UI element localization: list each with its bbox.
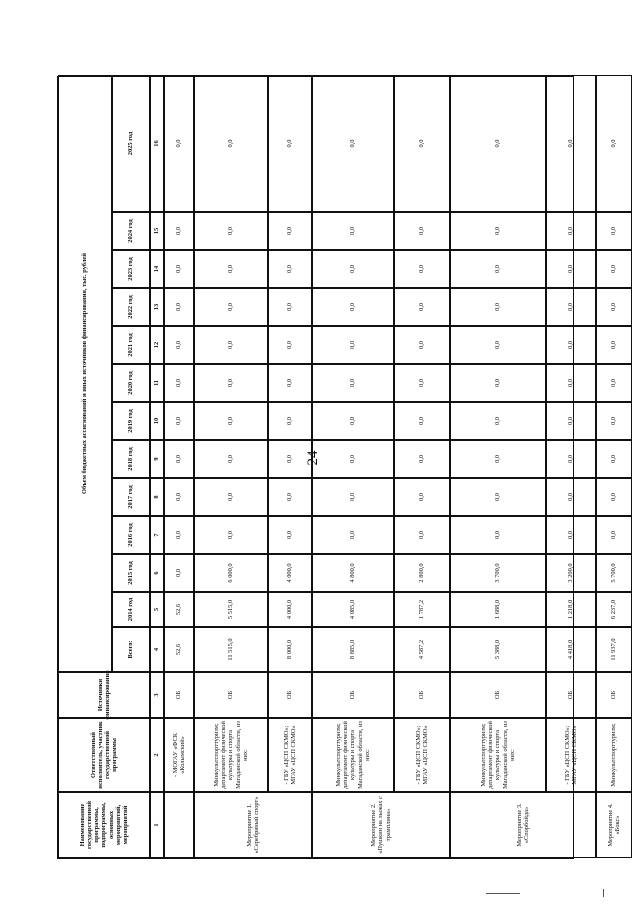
column-number: 11 bbox=[150, 364, 164, 402]
header-year: 2015 год bbox=[112, 554, 150, 592]
year-value-cell: 0,0 bbox=[394, 212, 450, 250]
year-value-cell: 0,0 bbox=[596, 402, 632, 440]
year-value-cell: 0,0 bbox=[450, 440, 546, 478]
executor-cell: - ГБУ «ЦСП СКМО»; МГАУ «ЦСП СКМО» bbox=[546, 718, 596, 792]
column-number: 9 bbox=[150, 440, 164, 478]
header-source: Источники финансирования bbox=[58, 672, 150, 718]
year-value-cell: 0,0 bbox=[164, 212, 194, 250]
year-value-cell: 0,0 bbox=[312, 250, 394, 288]
year-value-cell: 0,0 bbox=[394, 516, 450, 554]
year-value-cell: 0,0 bbox=[268, 250, 312, 288]
total-cell: 8 885,0 bbox=[312, 627, 394, 672]
year-value-cell: 0,0 bbox=[194, 250, 268, 288]
column-number: 14 bbox=[150, 250, 164, 288]
year-value-cell: 0,0 bbox=[194, 478, 268, 516]
source-cell: ОБ bbox=[194, 672, 268, 718]
year-value-cell: 0,0 bbox=[164, 478, 194, 516]
source-cell: ОБ bbox=[312, 672, 394, 718]
year-value-cell: 0,0 bbox=[546, 326, 596, 364]
year-value-cell: 0,0 bbox=[312, 402, 394, 440]
header-year: 2020 год bbox=[112, 364, 150, 402]
year-value-cell: 0,0 bbox=[312, 440, 394, 478]
column-number: 10 bbox=[150, 402, 164, 440]
header-year: 2023 год bbox=[112, 250, 150, 288]
header-year: 2016 год bbox=[112, 516, 150, 554]
year-value-cell: 0,0 bbox=[312, 212, 394, 250]
column-number: 2 bbox=[150, 718, 164, 792]
column-number: 6 bbox=[150, 554, 164, 592]
source-cell: ОБ bbox=[164, 672, 194, 718]
year-value-cell: 0,0 bbox=[312, 516, 394, 554]
executor-cell: Минкультспорттуризм; департамент физической культуры и спорта Магаданской области, из них: bbox=[450, 718, 546, 792]
year-value-cell: 0,0 bbox=[596, 440, 632, 478]
year-value-cell: 1 218,0 bbox=[546, 592, 596, 627]
header-total: Всего: bbox=[112, 627, 150, 672]
header-executor: Ответственный исполнитель, участник государственной программы bbox=[58, 718, 150, 792]
year-value-cell: 0,0 bbox=[164, 75, 194, 212]
year-value-cell: 0,0 bbox=[268, 364, 312, 402]
year-value-cell: 0,0 bbox=[164, 402, 194, 440]
header-year: 2022 год bbox=[112, 288, 150, 326]
column-number: 7 bbox=[150, 516, 164, 554]
year-value-cell: 0,0 bbox=[546, 212, 596, 250]
program-name-cell: Мероприятие 3. «Спорбойда» bbox=[450, 792, 596, 858]
year-value-cell: 0,0 bbox=[394, 440, 450, 478]
year-value-cell: 0,0 bbox=[394, 364, 450, 402]
year-value-cell: 0,0 bbox=[268, 75, 312, 212]
column-number: 4 bbox=[150, 627, 164, 672]
year-value-cell: 0,0 bbox=[164, 326, 194, 364]
year-value-cell: 0,0 bbox=[394, 478, 450, 516]
year-value-cell: 0,0 bbox=[268, 516, 312, 554]
year-value-cell: 0,0 bbox=[450, 250, 546, 288]
source-cell: ОБ bbox=[546, 672, 596, 718]
year-value-cell: 0,0 bbox=[596, 212, 632, 250]
header-year: 2018 год bbox=[112, 440, 150, 478]
program-name-cell: Мероприятие 2. «Пушкин на лыжах с трамплина» bbox=[312, 792, 450, 858]
year-value-cell: 0,0 bbox=[194, 288, 268, 326]
year-value-cell: 4 085,0 bbox=[312, 592, 394, 627]
total-cell: 4 418,0 bbox=[546, 627, 596, 672]
year-value-cell: 0,0 bbox=[194, 326, 268, 364]
executor-cell: - ГБУ «ЦСП СКМО»; МГАУ «ЦСП СКМО» bbox=[394, 718, 450, 792]
year-value-cell: 0,0 bbox=[450, 478, 546, 516]
year-value-cell: 0,0 bbox=[312, 288, 394, 326]
year-value-cell: 4 800,0 bbox=[312, 554, 394, 592]
scan-mark bbox=[603, 889, 604, 897]
year-value-cell: 0,0 bbox=[546, 516, 596, 554]
header-program-name: Наименование государственной программы, подпрограммы, основных мероприятий, мероприятий bbox=[58, 792, 150, 858]
source-cell: ОБ bbox=[596, 672, 632, 718]
header-funding: Объем бюджетных ассигнований и иных источников финансирования, тыс. рублей bbox=[58, 75, 112, 672]
year-value-cell: 0,0 bbox=[194, 440, 268, 478]
year-value-cell: 0,0 bbox=[164, 516, 194, 554]
year-value-cell: 0,0 bbox=[194, 516, 268, 554]
year-value-cell: 0,0 bbox=[546, 402, 596, 440]
column-number: 15 bbox=[150, 212, 164, 250]
header-year: 2017 год bbox=[112, 478, 150, 516]
year-value-cell: 0,0 bbox=[312, 326, 394, 364]
year-value-cell: 0,0 bbox=[194, 212, 268, 250]
column-number: 1 bbox=[150, 792, 164, 858]
column-number: 12 bbox=[150, 326, 164, 364]
year-value-cell: 0,0 bbox=[450, 288, 546, 326]
column-number: 13 bbox=[150, 288, 164, 326]
year-value-cell: 0,0 bbox=[194, 364, 268, 402]
year-value-cell: 0,0 bbox=[394, 75, 450, 212]
program-name-cell bbox=[164, 792, 194, 858]
year-value-cell: 4 000,0 bbox=[268, 592, 312, 627]
header-year: 2019 год bbox=[112, 402, 150, 440]
year-value-cell: 0,0 bbox=[312, 478, 394, 516]
year-value-cell: 0,0 bbox=[546, 288, 596, 326]
program-name-cell: Мероприятие 1. «Серебряный спорт» bbox=[194, 792, 312, 858]
year-value-cell: 0,0 bbox=[394, 288, 450, 326]
year-value-cell: 0,0 bbox=[268, 440, 312, 478]
year-value-cell: 0,0 bbox=[596, 364, 632, 402]
year-value-cell: 1 688,0 bbox=[450, 592, 546, 627]
executor-cell: - ГБУ «ЦСП СКМО»; МГАУ «ЦСП СКМО» bbox=[268, 718, 312, 792]
year-value-cell: 6 237,0 bbox=[596, 592, 632, 627]
year-value-cell: 0,0 bbox=[268, 402, 312, 440]
header-year: 2025 год bbox=[112, 75, 150, 212]
column-number: 5 bbox=[150, 592, 164, 627]
funding-table bbox=[57, 76, 621, 859]
year-value-cell: 0,0 bbox=[394, 326, 450, 364]
total-cell: 8 000,0 bbox=[268, 627, 312, 672]
year-value-cell: 52,6 bbox=[164, 592, 194, 627]
year-value-cell: 0,0 bbox=[546, 75, 596, 212]
year-value-cell: 0,0 bbox=[596, 250, 632, 288]
scan-mark bbox=[486, 893, 520, 894]
source-cell: ОБ bbox=[450, 672, 546, 718]
year-value-cell: 0,0 bbox=[546, 364, 596, 402]
year-value-cell: 0,0 bbox=[312, 75, 394, 212]
year-value-cell: 0,0 bbox=[164, 250, 194, 288]
year-value-cell: 0,0 bbox=[450, 402, 546, 440]
source-cell: ОБ bbox=[394, 672, 450, 718]
executor-cell: Минкультспорттуризм; bbox=[596, 718, 632, 792]
year-value-cell: 5 700,0 bbox=[596, 554, 632, 592]
total-cell: 4 587,2 bbox=[394, 627, 450, 672]
header-year: 2014 год bbox=[112, 592, 150, 627]
column-number: 3 bbox=[150, 672, 164, 718]
total-cell: 52,6 bbox=[164, 627, 194, 672]
year-value-cell: 0,0 bbox=[394, 250, 450, 288]
year-value-cell: 0,0 bbox=[164, 440, 194, 478]
total-cell: 11 515,0 bbox=[194, 627, 268, 672]
page-number: 24 bbox=[305, 450, 321, 466]
total-cell: 5 388,0 bbox=[450, 627, 546, 672]
year-value-cell: 0,0 bbox=[450, 212, 546, 250]
year-value-cell: 0,0 bbox=[450, 75, 546, 212]
year-value-cell: 0,0 bbox=[164, 554, 194, 592]
year-value-cell: 3 700,0 bbox=[450, 554, 546, 592]
program-name-cell: Мероприятие 4. «Бокс» bbox=[596, 792, 632, 858]
year-value-cell: 0,0 bbox=[596, 326, 632, 364]
year-value-cell: 0,0 bbox=[194, 75, 268, 212]
year-value-cell: 6 000,0 bbox=[194, 554, 268, 592]
year-value-cell: 0,0 bbox=[268, 478, 312, 516]
year-value-cell: 3 200,0 bbox=[546, 554, 596, 592]
year-value-cell: 0,0 bbox=[450, 326, 546, 364]
year-value-cell: 0,0 bbox=[268, 326, 312, 364]
year-value-cell: 0,0 bbox=[596, 478, 632, 516]
year-value-cell: 0,0 bbox=[394, 402, 450, 440]
year-value-cell: 2 800,0 bbox=[394, 554, 450, 592]
year-value-cell: 5 515,0 bbox=[194, 592, 268, 627]
year-value-cell: 1 787,2 bbox=[394, 592, 450, 627]
header-year: 2021 год bbox=[112, 326, 150, 364]
year-value-cell: 0,0 bbox=[194, 402, 268, 440]
year-value-cell: 0,0 bbox=[546, 478, 596, 516]
executor-cell: Минкультспорттуризм; департамент физической культуры и спорта Магаданской области, из них: bbox=[194, 718, 268, 792]
source-cell: ОБ bbox=[268, 672, 312, 718]
executor-cell: Минкультспорттуризм; департамент физической культуры и спорта Магаданской области, из них: bbox=[312, 718, 394, 792]
column-number: 8 bbox=[150, 478, 164, 516]
year-value-cell: 0,0 bbox=[164, 364, 194, 402]
year-value-cell: 0,0 bbox=[312, 364, 394, 402]
year-value-cell: 0,0 bbox=[268, 288, 312, 326]
year-value-cell: 0,0 bbox=[596, 288, 632, 326]
year-value-cell: 0,0 bbox=[546, 250, 596, 288]
total-cell: 11 937,0 bbox=[596, 627, 632, 672]
column-number: 16 bbox=[150, 75, 164, 212]
executor-cell: - МОГАУ «ФСК «Колымский» bbox=[164, 718, 194, 792]
year-value-cell: 4 000,0 bbox=[268, 554, 312, 592]
header-year: 2024 год bbox=[112, 212, 150, 250]
year-value-cell: 0,0 bbox=[596, 516, 632, 554]
year-value-cell: 0,0 bbox=[596, 75, 632, 212]
year-value-cell: 0,0 bbox=[268, 212, 312, 250]
year-value-cell: 0,0 bbox=[450, 364, 546, 402]
year-value-cell: 0,0 bbox=[450, 516, 546, 554]
year-value-cell: 0,0 bbox=[164, 288, 194, 326]
year-value-cell: 0,0 bbox=[546, 440, 596, 478]
